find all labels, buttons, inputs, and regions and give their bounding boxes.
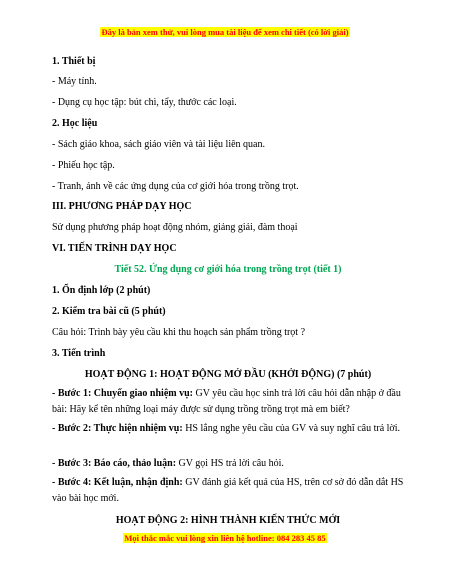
hotline-banner: [0, 533, 450, 544]
step-text: GV gọi HS trả lời câu hỏi.: [176, 458, 284, 469]
activity-2-title: HOẠT ĐỘNG 2: HÌNH THÀNH KIẾN THỨC MỚI: [115, 515, 341, 526]
teaching-methods-text: Sử dụng phương pháp hoạt động nhóm, giảng giải, đàm thoại: [52, 222, 298, 233]
activity-1-step-1: [52, 386, 404, 418]
review-question: Câu hỏi: Trình bày yêu cầu khi thu hoạch sản phẩm trồng trọt ?: [52, 327, 306, 338]
step-label: - Bước 3: Báo cáo, thảo luận:: [52, 458, 177, 469]
step-text: GV đánh giá kết quả của HS, trên cơ sở đó dẫn dắt HS vào bài học mới.: [52, 477, 404, 504]
equipment-item: - Dụng cụ học tập: bút chì, tẩy, thước các loại.: [52, 97, 237, 108]
step-text: GV yêu cầu học sinh trả lời câu hỏi dẫn nhập ở đầu bài: Hãy kể tên những loại máy được sử dụng trồng trồng trọt mà em biết?: [52, 388, 401, 415]
step-label: - Bước 2: Thực hiện nhiệm vụ:: [52, 423, 183, 434]
step-class-stabilization: 1. Ổn định lớp (2 phút): [52, 285, 151, 296]
activity-1-step-3: [52, 456, 404, 472]
heading-materials: 2. Học liệu: [52, 118, 98, 129]
activity-1-step-2: [52, 421, 404, 437]
lesson-title: Tiết 52. Ứng dụng cơ giới hóa trong trồng trọt (tiết 1): [114, 264, 342, 275]
step-label: - Bước 1: Chuyển giao nhiệm vụ:: [52, 388, 193, 399]
hotline-text: Mọi thắc mắc vui lòng xin liên hệ hotline: 084 283 45 85: [124, 533, 326, 543]
step-review-check: 2. Kiểm tra bài cũ (5 phút): [52, 306, 166, 317]
step-text: HS lắng nghe yêu cầu của GV và suy nghĩ câu trả lời.: [182, 423, 400, 434]
step-label: - Bước 4: Kết luận, nhận định:: [52, 477, 183, 488]
activity-1-title: HOẠT ĐỘNG 1: HOẠT ĐỘNG MỞ ĐẦU (KHỞI ĐỘNG) (7 phút): [84, 369, 372, 380]
materials-item: - Phiếu học tập.: [52, 160, 115, 171]
preview-notice-banner: [0, 27, 450, 38]
heading-teaching-process: VI. TIẾN TRÌNH DẠY HỌC: [52, 243, 177, 254]
activity-1-step-4: [52, 475, 404, 507]
equipment-item: - Máy tính.: [52, 76, 97, 87]
heading-equipment: 1. Thiết bị: [52, 56, 96, 67]
heading-teaching-methods: III. PHƯƠNG PHÁP DẠY HỌC: [52, 201, 192, 212]
materials-item: - Tranh, ảnh về các ứng dụng của cơ giới hóa trong trồng trọt.: [52, 181, 299, 192]
step-process: 3. Tiến trình: [52, 348, 106, 359]
preview-notice-text: Đây là bản xem thử, vui lòng mua tài liệu để xem chi tiết (có lời giải): [101, 27, 349, 37]
materials-item: - Sách giáo khoa, sách giáo viên và tài liệu liên quan.: [52, 139, 265, 150]
